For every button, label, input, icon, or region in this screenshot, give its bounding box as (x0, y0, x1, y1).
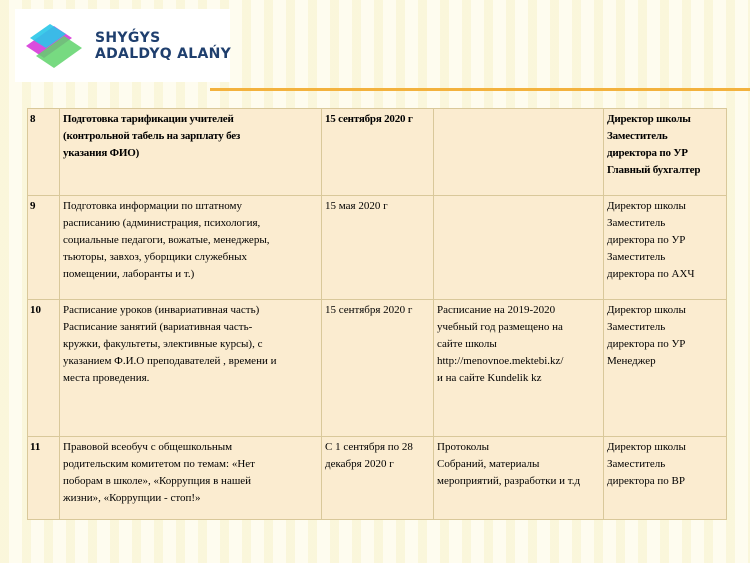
task-cell (60, 109, 322, 196)
responsible-cell (604, 109, 727, 196)
task-line: тьюторы, завхоз, уборщики служебных (63, 251, 248, 263)
task-cell (60, 300, 322, 437)
responsible-line: Менеджер (607, 355, 656, 367)
row-number: 9 (28, 196, 60, 300)
task-line: Правовой всеобуч с общешкольным (63, 441, 233, 453)
result-line: Протоколы (437, 441, 489, 453)
task-line: Подготовка тарификации учителей (63, 113, 234, 125)
task-line: Подготовка информации по штатному (63, 200, 242, 212)
responsible-line: Директор школы (607, 441, 686, 453)
row-number: 11 (28, 437, 60, 520)
responsible-line: Главный бухгалтер (607, 164, 701, 176)
responsible-line: Заместитель (607, 251, 666, 263)
responsible-line: Заместитель (607, 458, 666, 470)
result-cell (434, 196, 604, 300)
task-cell (60, 196, 322, 300)
task-line: родительским комитетом по темам: «Нет (63, 458, 255, 470)
result-line: сайте школы (437, 338, 497, 350)
task-line: жизни», «Коррупции - стоп!» (63, 492, 201, 504)
table-row (28, 437, 727, 520)
deadline-line: декабря 2020 г (325, 458, 394, 470)
deadline-line: С 1 сентября по 28 (325, 441, 413, 453)
deadline-cell (322, 300, 434, 437)
responsible-line: директора по УР (607, 147, 688, 159)
task-cell (60, 437, 322, 520)
responsible-line: Заместитель (607, 321, 666, 333)
plan-table (27, 108, 727, 520)
task-line: Расписание занятий (вариативная часть- (63, 321, 253, 333)
responsible-line: директора по УР (607, 338, 686, 350)
logo-text-line1: SHYǴYS (95, 30, 161, 46)
task-line: помещении, лаборанты и т.) (63, 268, 195, 280)
result-line: Расписание на 2019-2020 (437, 304, 556, 316)
deadline-line: 15 сентября 2020 г (325, 113, 413, 125)
task-line: места проведения. (63, 372, 150, 384)
deadline-line: 15 сентября 2020 г (325, 304, 413, 316)
responsible-line: директора по ВР (607, 475, 685, 487)
result-line: Собраний, материалы (437, 458, 540, 470)
task-line: указанием Ф.И.О преподавателей , времени и (63, 355, 277, 367)
responsible-cell (604, 437, 727, 520)
responsible-line: Директор школы (607, 200, 686, 212)
task-line: поборам в школе», «Коррупция в нашей (63, 475, 252, 487)
logo-diamond-icon (20, 16, 90, 78)
row-number: 10 (28, 300, 60, 437)
task-line: социальные педагоги, вожатые, менеджеры, (63, 234, 270, 246)
deadline-line: 15 мая 2020 г (325, 200, 388, 212)
result-cell (434, 437, 604, 520)
result-line: учебный год размещено на (437, 321, 563, 333)
task-line: указания ФИО) (63, 147, 140, 159)
deadline-cell (322, 437, 434, 520)
table-row (28, 196, 727, 300)
logo-text-line2: ADALDYQ ALAŃY (95, 46, 232, 62)
logo (15, 9, 230, 82)
deadline-cell (322, 196, 434, 300)
task-line: расписанию (администрация, психология, (63, 217, 261, 229)
table-row (28, 300, 727, 437)
header-divider (210, 88, 750, 91)
task-line: кружки, факультеты, элективные курсы), с (63, 338, 263, 350)
table-row (28, 109, 727, 196)
responsible-line: Заместитель (607, 130, 668, 142)
responsible-cell (604, 300, 727, 437)
responsible-line: Директор школы (607, 304, 686, 316)
responsible-line: Директор школы (607, 113, 691, 125)
responsible-cell (604, 196, 727, 300)
responsible-line: директора по АХЧ (607, 268, 695, 280)
result-line: мероприятий, разработки и т.д (437, 475, 581, 487)
result-cell (434, 109, 604, 196)
deadline-cell (322, 109, 434, 196)
row-number: 8 (28, 109, 60, 196)
task-line: Расписание уроков (инвариативная часть) (63, 304, 260, 316)
result-line: и на сайте Kundelik kz (437, 372, 542, 384)
result-line: http://menovnoe.mektebi.kz/ (437, 355, 564, 367)
result-cell (434, 300, 604, 437)
task-line: (контрольной табель на зарплату без (63, 130, 241, 142)
responsible-line: директора по УР (607, 234, 686, 246)
responsible-line: Заместитель (607, 217, 666, 229)
